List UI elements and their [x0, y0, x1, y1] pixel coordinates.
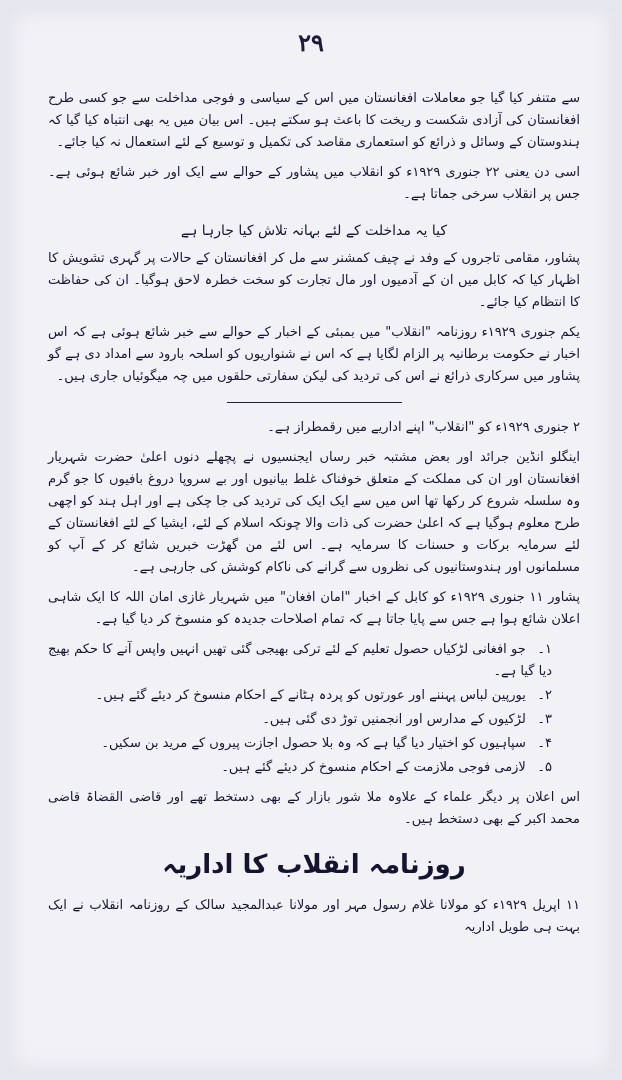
decree-list — [48, 639, 580, 779]
list-item-text: لازمی فوجی ملازمت کے احکام منسوخ کر دیئے گئے ہیں۔ — [221, 760, 526, 775]
page-number: ۲۹ — [298, 28, 324, 57]
document-page — [8, 8, 614, 1072]
paragraph: اینگلو انڈین جرائد اور بعض مشتبہ خبر رساں ایجنسیوں نے پچھلے دنوں اعلیٰ حضرت شہریار افغانستان اور ان کی مملکت کے متعلق خوفناک غلط بیانیوں اور بے سروپا دروغ بافیوں کا جو گرم وہ سلسلہ شروع کر رکھا تھا اس میں سے ایک ایک کی تردید کی جا چکی ہے اور اہل ہند کو اچھی طرح معلوم ہوگیا ہے کہ اعلیٰ حضرت کی ذات والا چونکہ اسلام کے لئے، ایشیا کے لئے افغانستان کے لئے سرمایہ برکات و حسنات کا سرمایہ ہے۔ اس لئے من گھڑت خبریں شائع کر کے آپ کو مسلمانوں اور ہندوستانیوں کی نظروں سے گرانے کی ناکام کوشش کی جارہی ہے۔ — [48, 450, 580, 575]
section-heading: روزنامہ انقلاب کا اداریہ — [162, 850, 466, 880]
list-item-number: ۲۔ — [537, 688, 552, 703]
list-item — [48, 757, 552, 779]
list-item-text: سپاہیوں کو اختیار دیا گیا ہے کہ وہ بلا حصول اجازت پیروں کے مرید بن سکیں۔ — [101, 736, 526, 751]
list-item-text: یورپین لباس پہننے اور عورتوں کو پردہ ہٹانے کے احکام منسوخ کر دیئے گئے ہیں۔ — [95, 688, 526, 703]
list-item-number: ۴۔ — [537, 736, 552, 751]
list-item-number: ۳۔ — [537, 712, 552, 727]
final-paragraph: ۱۱ اپریل ۱۹۲۹ء کو مولانا غلام رسول مہر اور مولانا عبدالمجید سالک کے روزنامہ انقلاب نے ایک بہت ہی طویل اداریہ — [48, 898, 580, 935]
paragraph: اسی دن یعنی ۲۲ جنوری ۱۹۲۹ء کو انقلاب میں پشاور کے حوالے سے ایک اور خبر شائع ہوئی ہے۔ جس پر انقلاب سرخی جماتا ہے۔ — [48, 165, 580, 202]
paragraph: پشاور ۱۱ جنوری ۱۹۲۹ء کو کابل کے اخبار "امان افغان" میں شہریار غازی امان اللہ کا ایک شاہی اعلان شائع ہوا ہے جس سے پایا جاتا ہے کہ تمام اصلاحات جدیدہ کو منسوخ کر دیا گیا ہے۔ — [48, 590, 580, 627]
subheading: کیا یہ مداخلت کے لئے بہانہ تلاش کیا جارہا ہے — [180, 223, 448, 239]
paragraph: پشاور، مقامی تاجروں کے وفد نے چیف کمشنر سے مل کر افغانستان کے حالات پر گہری تشویش کا اظہار کیا کہ کابل میں ان کے آدمیوں اور مال تجارت کو سخت خطرہ لاحق ہوگیا۔ ان کی حفاظت کا انتظام کیا جائے۔ — [48, 251, 580, 310]
paragraph: سے متنفر کیا گیا جو معاملات افغانستان میں اس کے سیاسی و فوجی مداخلت سے جو کسی طرح افغانستان کی آزادی شکست و ریخت کا باعث ہو سکتے ہیں۔ اس بیان میں یہ بھی انتباہ کیا گیا کہ ہندوستان کے وسائل و ذرائع کو استعماری مقاصد کی تکمیل و توسیع کے لئے استعمال نہ کیا جائے۔ — [48, 91, 580, 150]
section-divider — [227, 402, 402, 403]
paragraph: یکم جنوری ۱۹۲۹ء روزنامہ "انقلاب" میں بمبئی کے اخبار کے حوالے سے خبر شائع ہوئی ہے کہ اس اخبار نے حکومت برطانیہ پر الزام لگایا ہے کہ اس نے شنواریوں کو اسلحہ بارود سے امداد دی ہے گو پشاور میں سرکاری ذرائع نے اس کی تردید کی لیکن سفارتی حلقوں میں چہ میگوئیاں جاری ہیں۔ — [48, 325, 580, 384]
closing-paragraph: اس اعلان پر دیگر علماء کے علاوہ ملا شور بازار کے بھی دستخط تھے اور قاضی القضاۃ قاضی محمد اکبر کے بھی دستخط ہیں۔ — [48, 790, 580, 827]
list-item-number: ۵۔ — [537, 760, 552, 775]
list-item — [48, 639, 552, 683]
page-content — [48, 88, 580, 947]
list-item-text: لڑکیوں کے مدارس اور انجمنیں توڑ دی گئی ہیں۔ — [262, 712, 526, 727]
list-item — [48, 709, 552, 731]
list-item-text: جو افغانی لڑکیاں حصول تعلیم کے لئے ترکی بھیجی گئی تھیں انہیں واپس آنے کا حکم بھیج دیا گیا ہے۔ — [48, 642, 552, 679]
list-item-number: ۱۔ — [537, 642, 552, 657]
list-item — [48, 685, 552, 707]
list-item — [48, 733, 552, 755]
paragraph: ۲ جنوری ۱۹۲۹ء کو "انقلاب" اپنے اداریے میں رقمطراز ہے۔ — [267, 420, 580, 435]
